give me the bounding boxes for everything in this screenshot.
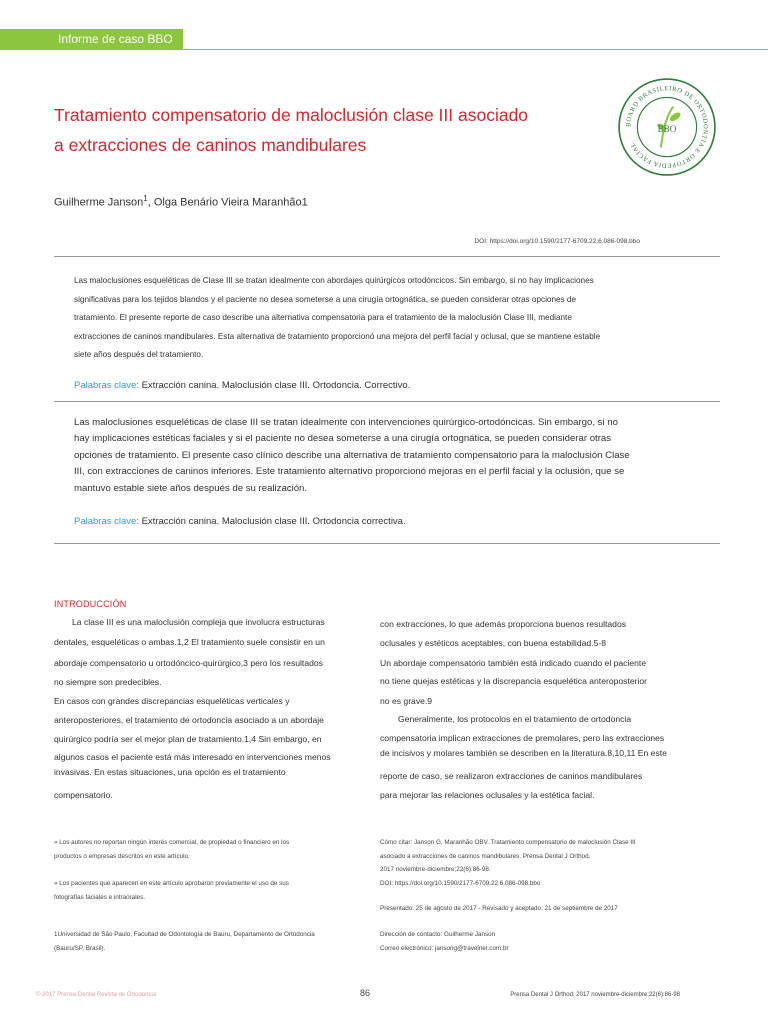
footnote-line: productos o empresas descritos en este artículo. (54, 852, 190, 860)
abstract-es-line: siete años después del tratamiento. (74, 350, 204, 359)
intro-line: reporte de caso, se realizaron extracciones de caninos mandibulares (380, 771, 643, 781)
intro-line: oclusales y estéticos aceptables, con buena estabilidad.5-8 (380, 638, 606, 648)
keywords-text: Extracción canina. Maloclusión clase III. Ortodoncia. Correctivo. (138, 380, 411, 391)
intro-line: abordaje compensatorio u ortodóncico-quirúrgico,3 pero los resultados (54, 658, 323, 668)
intro-line: para mejorar las relaciones oclusales y la estética facial. (380, 790, 595, 800)
abstract-es-line: Las maloclusiones esqueléticas de Clase III se tratan idealmente con abordajes quirúrgicos ortodóncicos. Sin embargo, si no hay implicaciones (74, 276, 594, 285)
footnote-line: 1Universidad de São Paulo, Facultad de Odontología de Bauru, Departamento de Ortodoncia (54, 931, 315, 938)
footer-journal: Prensa Dental J Orthod. 2017 noviembre-diciembre;22(6):86-98 (510, 992, 680, 998)
doi: DOI: https://doi.org/10.1590/2177-6709.22.6.086-098.bbo (474, 238, 640, 245)
intro-line: compensatorio. (54, 790, 113, 800)
page-number: 86 (360, 988, 371, 998)
abstract-es-line: tratamiento. El presente reporte de caso describe una alternativa compensatoria para el tratamiento de la maloclusión Clase III, mediante (74, 313, 572, 322)
intro-line: La clase III es una maloclusión compleja que involucra estructuras (72, 617, 325, 627)
keywords-label: Palabras clave: (74, 380, 139, 391)
intro-line: En casos con grandes discrepancias esqueléticas verticales y (54, 696, 290, 706)
keywords-label: Palabras clave: (74, 516, 139, 527)
citation-line: DOI: https://doi.org/10.1590/2177-6709.22.6.086-098.bbo (380, 879, 541, 887)
abstract-mid-rule (54, 401, 720, 402)
footnote-consent (54, 877, 289, 904)
seal-ring-text: BOARD BRASILEIRO DE ORTODONTIA E ORTOPEDIA FACIAL (625, 85, 709, 169)
author-1: Guilherme Janson (54, 196, 144, 209)
intro-line: dentales, esqueléticas o ambas.1,2 El tratamiento suele consistir en un (54, 637, 325, 647)
title-line-2: a extracciones de caninos mandibulares (54, 135, 367, 155)
section-tag (0, 29, 183, 50)
intro-line: algunos casos el paciente está más interesado en intervenciones menos (54, 752, 331, 762)
citation-line: asociado a extracciones de caninos mandibulares. Prensa Dental J Orthod. (380, 852, 591, 860)
citation (380, 836, 636, 890)
intro-line: Generalmente, los protocolos en el tratamiento de ortodoncia (398, 714, 632, 724)
submission-dates: Presentado: 25 de agosto de 2017 - Revisado y aceptado: 21 de septiembre de 2017 (380, 905, 618, 912)
contact-line: Dirección de contacto: Guilherme Janson (380, 931, 496, 938)
author-2-affiliation: 1 (301, 196, 308, 209)
footnote-line: (Bauru/SP, Brasil). (54, 944, 106, 952)
intro-line: no siempre son predecibles. (54, 677, 162, 687)
author-1-affiliation: 1 (143, 194, 148, 203)
abstract-secondary (74, 415, 684, 497)
author-separator: , (147, 196, 154, 209)
author-2: Olga Benário Vieira Maranhão (153, 196, 302, 209)
keywords-text: Extracción canina. Maloclusión clase III. Ortodoncia correctiva. (138, 516, 406, 527)
authors (54, 194, 308, 209)
citation-line: Cómo citar: Janson G, Maranhão OBV. Tratamiento compensatorio de maloclusión Clase III (380, 839, 636, 846)
abstract-secondary-line: III, con extracciones de caninos inferiores. Este tratamiento alternativo proporcionó mejoras en el perfil facial y la oclusión, que se (74, 466, 625, 478)
abstract-secondary-line: hay implicaciones estéticas faciales y si el paciente no desea someterse a una cirugía ortognática, se pueden considerar otras (74, 433, 612, 445)
footnote-affiliation (54, 928, 315, 955)
article-title (54, 100, 594, 160)
title-line-1: Tratamiento compensatorio de maloclusión clase III asociado (54, 105, 529, 125)
keywords-es (74, 380, 410, 391)
section-tag-label: Informe de caso BBO (58, 32, 173, 46)
abstract-es-line: extracciones de caninos mandibulares. Esta alternativa de tratamiento proporcionó una mejora del perfil facial y oclusal, que se mantiene estable (74, 331, 601, 341)
abstract-secondary-line: opciones de tratamiento. El presente caso clínico describe una alternativa de tratamiento compensatorio para la maloclusión Clase (74, 449, 630, 461)
footnote-line: » Los autores no reportan ningún interés comercial, de propiedad o financiero en los (54, 839, 290, 846)
intro-line: quirúrgico podría ser el mejor plan de tratamiento.1,4 Sin embargo, en (54, 734, 322, 744)
intro-line: compensatoria implican extracciones de premolares, pero las extracciones (380, 733, 665, 743)
abstract-secondary-line: Las maloclusiones esqueléticas de clase III se tratan idealmente con intervenciones quirúrgico-ortodóncicas. Sin embargo, si no (74, 417, 618, 428)
abstract-bottom-rule (54, 543, 720, 544)
keywords-secondary (74, 516, 406, 527)
footer-copyright: © 2017 Prensa Dental Revista de Ortodoncia (36, 992, 157, 998)
intro-line: invasivas. En estas situaciones, una opción es el tratamiento (54, 767, 286, 777)
header-rule (183, 49, 768, 50)
abstract-top-rule (54, 256, 720, 257)
contact-line: Correo electrónico: jansong@travelnet.com.br (380, 944, 509, 952)
intro-line: con extracciones, lo que además proporciona buenos resultados (380, 619, 627, 629)
intro-line: no tiene quejas estéticas y la discrepancia esquelética anteroposterior (380, 676, 648, 686)
contact-info (380, 928, 509, 955)
intro-line: anteroposteriores, el tratamiento de ortodoncia asociado a un abordaje (54, 715, 324, 725)
citation-line: 2017 noviembre-diciembre;22(6):86-98. (380, 866, 491, 873)
footnote-conflict (54, 836, 289, 863)
intro-heading: INTRODUCCIÓN (54, 599, 127, 609)
bbo-seal-logo (616, 76, 718, 178)
seal-label: BBO (657, 124, 677, 135)
intro-line: no es grave.9 (380, 696, 433, 706)
footnote-line: » Los pacientes que aparecen en este artículo aprobaron previamente el uso de sus (54, 880, 289, 887)
intro-line: Un abordaje compensatorio también está indicado cuando el paciente (380, 658, 647, 668)
abstract-secondary-line: mantuvo estable siete años después de su realización. (74, 482, 308, 494)
abstract-es-line: significativas para los tejidos blandos y el paciente no desea someterse a una cirugía ortognática, se pueden considerar otras opciones de (74, 294, 577, 304)
footnote-line: fotografías faciales e intraorales. (54, 893, 146, 901)
intro-line: de incisivos y molares también se describen en la literatura.8,10,11 En este (380, 748, 667, 758)
abstract-es (74, 272, 694, 365)
